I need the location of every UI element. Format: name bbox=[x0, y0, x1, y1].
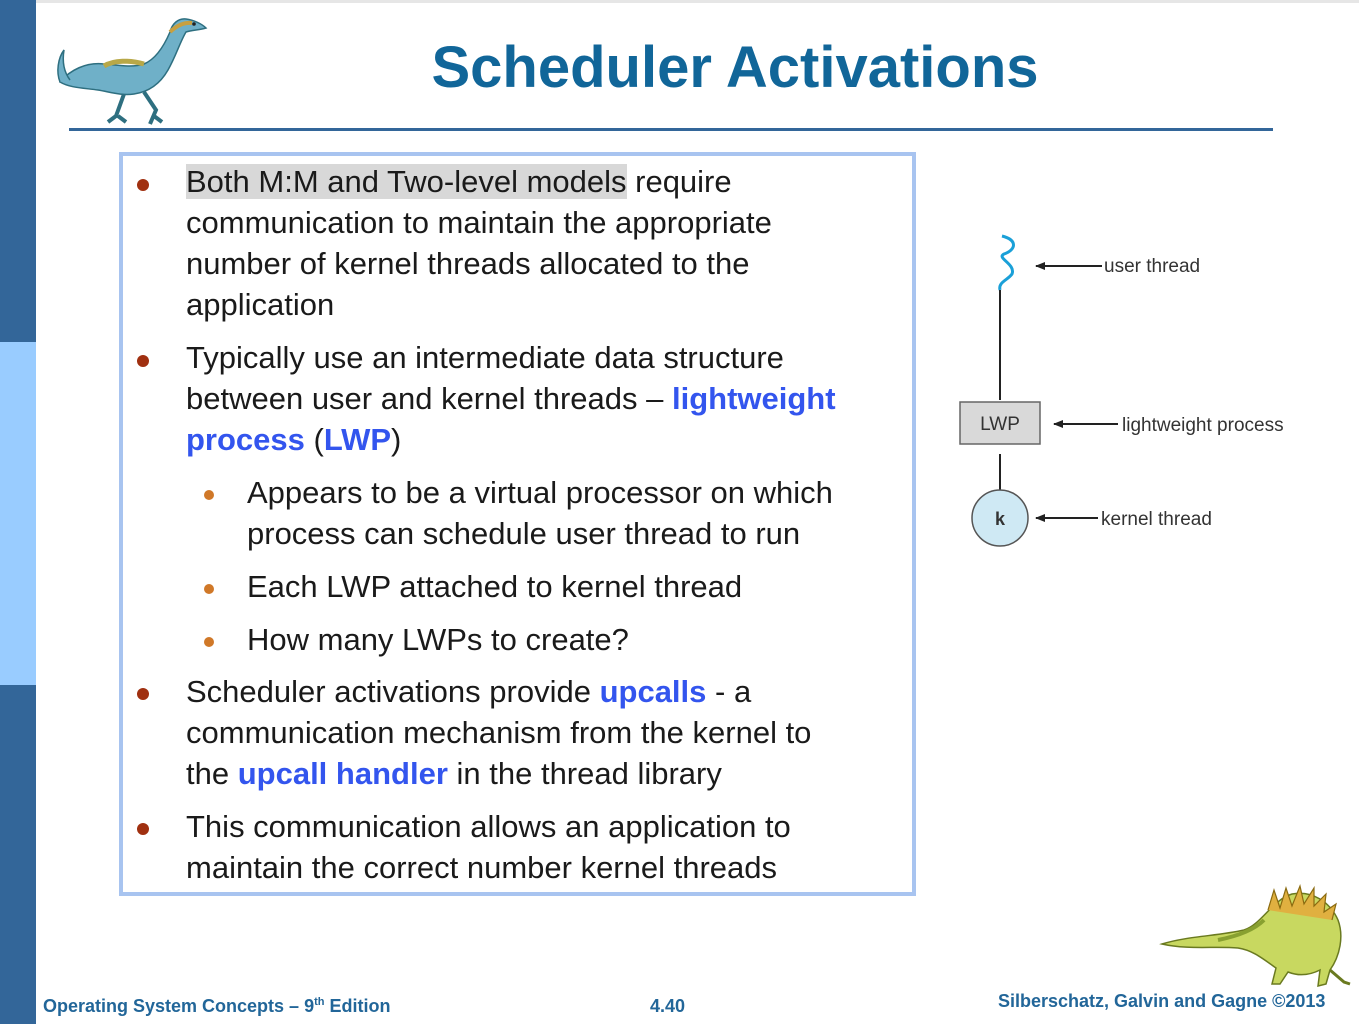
bullet-3-text: Scheduler activations provide bbox=[186, 674, 600, 709]
paren-open: ( bbox=[304, 422, 324, 457]
lwp-box-label: LWP bbox=[980, 414, 1020, 435]
term-upcalls: upcalls bbox=[599, 674, 707, 709]
user-thread-label: user thread bbox=[1104, 256, 1201, 277]
bullet-4-line-2: maintain the correct number kernel threads bbox=[186, 850, 778, 885]
term-lwp: LWP bbox=[323, 422, 392, 457]
sub-bullet-dot bbox=[204, 637, 214, 647]
sub-bullet-1-line-2: process can schedule user thread to run bbox=[247, 516, 801, 551]
lwp-label: lightweight process bbox=[1122, 415, 1284, 436]
footer-copyright: Silberschatz, Galvin and Gagne ©2013 bbox=[998, 991, 1326, 1011]
bullet-dot bbox=[137, 688, 149, 700]
lwp-diagram bbox=[930, 220, 1330, 560]
sub-bullet-3: How many LWPs to create? bbox=[247, 622, 629, 657]
sub-bullet-1-line-1: Appears to be a virtual processor on which bbox=[247, 475, 833, 510]
term-upcall-handler: upcall handler bbox=[237, 756, 448, 791]
bullet-3-text-start: the bbox=[186, 756, 238, 791]
bullet-3-text-tail: in the thread library bbox=[447, 756, 722, 791]
footer-book-title bbox=[43, 996, 390, 1017]
footer-book-sup: th bbox=[314, 996, 325, 1008]
kernel-circle-label: k bbox=[994, 509, 1006, 529]
bullet-1-line-4: application bbox=[186, 287, 335, 322]
bullet-3-text-end: - a bbox=[706, 674, 752, 709]
bullet-1-line-2: communication to maintain the appropriate bbox=[186, 205, 772, 240]
sub-bullet-dot bbox=[204, 584, 214, 594]
bullet-dot bbox=[137, 823, 149, 835]
footer-book-suffix: Edition bbox=[324, 996, 391, 1016]
title-underline bbox=[69, 128, 1273, 131]
dinosaur-logo-top bbox=[52, 12, 212, 130]
term-process: process bbox=[186, 422, 305, 457]
page-number: 4.40 bbox=[650, 996, 686, 1016]
bullet-3-line-2: communication mechanism from the kernel to bbox=[186, 715, 812, 750]
left-sidebar-bar bbox=[0, 0, 36, 1024]
bullet-2-line-1: Typically use an intermediate data structure bbox=[186, 340, 784, 375]
bullet-1-line-3: number of kernel threads allocated to the bbox=[186, 246, 750, 281]
highlighted-phrase: Both M:M and Two-level models bbox=[186, 164, 627, 199]
bullet-4-line-1: This communication allows an application to bbox=[186, 809, 791, 844]
bullet-1-text: require bbox=[626, 164, 732, 199]
sub-bullet-2: Each LWP attached to kernel thread bbox=[247, 569, 743, 604]
footer-book-prefix: Operating System Concepts – 9 bbox=[43, 996, 315, 1016]
bullet-2-line-2 bbox=[186, 378, 914, 419]
term-lightweight: lightweight bbox=[671, 381, 836, 416]
user-thread-squiggle-icon bbox=[1000, 236, 1014, 290]
kernel-thread-label: kernel thread bbox=[1101, 509, 1212, 530]
bullet-2-line-3 bbox=[186, 419, 914, 460]
paren-close: ) bbox=[391, 422, 402, 457]
bullet-dot bbox=[137, 355, 149, 367]
bullet-3-line-1 bbox=[186, 671, 914, 712]
bullet-3-line-3 bbox=[186, 753, 914, 794]
sub-bullet-dot bbox=[204, 490, 214, 500]
top-border bbox=[36, 0, 1359, 3]
bullet-1-line-1 bbox=[186, 161, 914, 202]
bullet-2-text: between user and kernel threads – bbox=[186, 381, 672, 416]
slide-title: Scheduler Activations bbox=[431, 35, 1039, 100]
bullet-dot bbox=[137, 179, 149, 191]
left-sidebar-highlight bbox=[0, 342, 36, 685]
dinosaur-logo-bottom bbox=[1158, 880, 1353, 992]
